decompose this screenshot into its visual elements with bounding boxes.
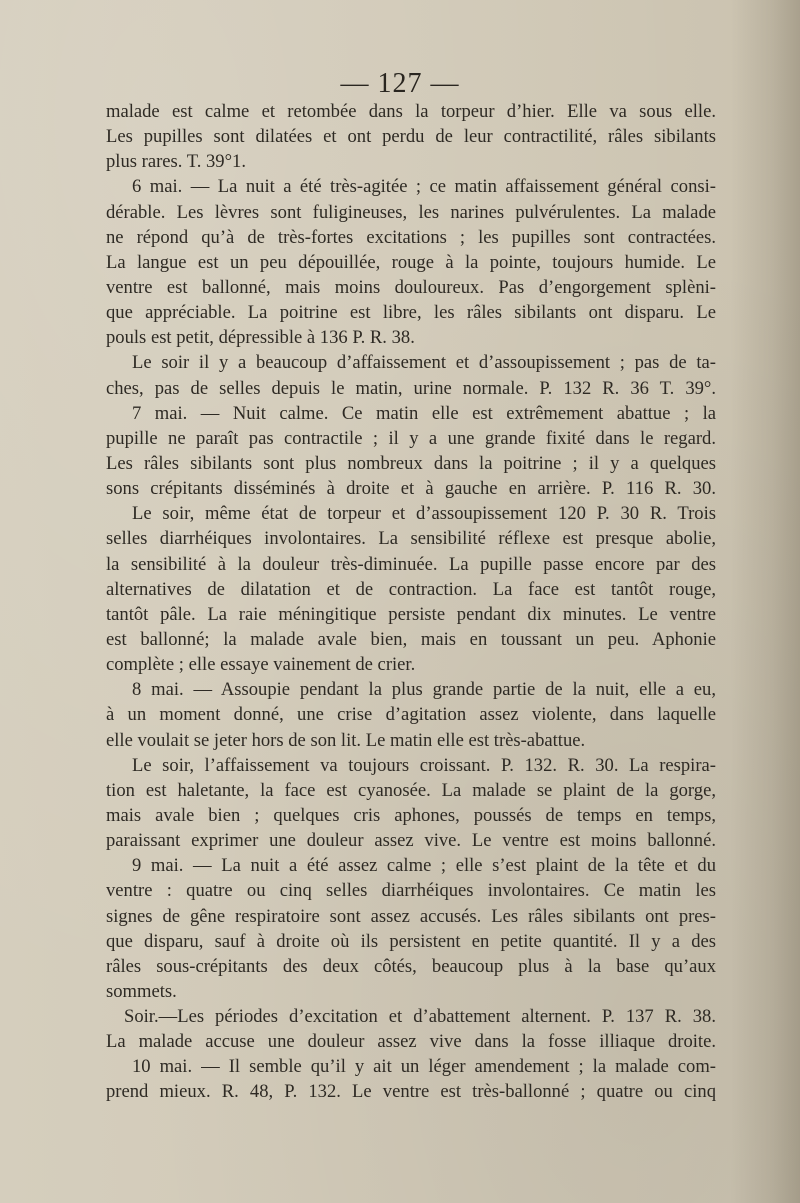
text-line: plus rares. T. 39°1.: [106, 151, 246, 173]
text-line: La malade accuse une douleur assez vive dans la fosse illiaque droite.: [106, 1031, 716, 1053]
text-line: que disparu, sauf à droite où ils persistent en petite quantité. Il y a des: [106, 930, 716, 952]
text-line: Le soir il y a beaucoup d’affaissement et d’assoupissement ; pas de ta-: [132, 352, 716, 374]
text-line: 9 mai. — La nuit a été assez calme ; elle s’est plaint de la tête et du: [132, 855, 716, 877]
text-line: mais avale bien ; quelques cris aphones, poussés de temps en temps,: [106, 804, 716, 826]
text-line: pouls est petit, dépressible à 136 P. R. 38.: [106, 327, 415, 349]
text-line: ventre est ballonné, mais moins douloureux. Pas d’engorgement splèni-: [106, 276, 716, 298]
body-text: [106, 99, 716, 1105]
text-line: ventre : quatre ou cinq selles diarrhéiques involontaires. Ce matin les: [106, 880, 716, 902]
text-line: est ballonné; la malade avale bien, mais en toussant un peu. Aphonie: [106, 628, 716, 650]
text-line: ne répond qu’à de très-fortes excitations ; les pupilles sont contractées.: [106, 226, 716, 248]
text-line: tion est haletante, la face est cyanosée. La malade se plaint de la gorge,: [106, 779, 716, 801]
text-line: alternatives de dilatation et de contraction. La face est tantôt rouge,: [106, 578, 716, 600]
page-edge-shadow: [730, 0, 800, 1203]
text-line: Le soir, même état de torpeur et d’assoupissement 120 P. 30 R. Trois: [132, 503, 716, 525]
text-line: complète ; elle essaye vainement de crier.: [106, 654, 416, 676]
text-line: La langue est un peu dépouillée, rouge à la pointe, toujours humide. Le: [106, 251, 716, 273]
text-line: tantôt pâle. La raie méningitique persiste pendant dix minutes. Le ventre: [106, 603, 716, 625]
text-line: à un moment donné, une crise d’agitation assez violente, dans laquelle: [106, 704, 716, 726]
text-line: ches, pas de selles depuis le matin, urine normale. P. 132 R. 36 T. 39°.: [106, 377, 716, 399]
text-line: pupille ne paraît pas contractile ; il y a une grande fixité dans le regard.: [106, 427, 716, 449]
text-line: signes de gêne respiratoire sont assez accusés. Les râles sibilants ont pres-: [106, 905, 716, 927]
text-line: Le soir, l’affaissement va toujours croissant. P. 132. R. 30. La respira-: [132, 754, 716, 776]
text-line: paraissant exprimer une douleur assez vive. Le ventre est moins ballonné.: [106, 830, 716, 852]
text-line: 6 mai. — La nuit a été très-agitée ; ce matin affaissement général consi-: [132, 176, 716, 198]
text-line: Soir.—Les périodes d’excitation et d’abattement alternent. P. 137 R. 38.: [124, 1006, 716, 1028]
text-line: que appréciable. La poitrine est libre, les râles sibilants ont disparu. Le: [106, 302, 716, 324]
text-line: 10 mai. — Il semble qu’il y ait un léger amendement ; la malade com-: [132, 1056, 716, 1078]
text-line: dérable. Les lèvres sont fuligineuses, les narines pulvérulentes. La malade: [106, 201, 716, 223]
text-line: sons crépitants disséminés à droite et à gauche en arrière. P. 116 R. 30.: [106, 478, 716, 500]
text-line: râles sous-crépitants des deux côtés, beaucoup plus à la base qu’aux: [106, 955, 716, 977]
text-line: 7 mai. — Nuit calme. Ce matin elle est extrêmement abattue ; la: [132, 402, 716, 424]
text-line: elle voulait se jeter hors de son lit. Le matin elle est très-abattue.: [106, 729, 586, 751]
text-line: la sensibilité à la douleur très-diminuée. La pupille passe encore par des: [106, 553, 716, 575]
text-line: sommets.: [106, 980, 177, 1002]
page-number: — 127 —: [340, 68, 460, 99]
text-line: selles diarrhéiques involontaires. La sensibilité réflexe est presque abolie,: [106, 528, 716, 550]
text-line: 8 mai. — Assoupie pendant la plus grande partie de la nuit, elle a eu,: [132, 679, 716, 701]
text-line: malade est calme et retombée dans la torpeur d’hier. Elle va sous elle.: [106, 101, 716, 122]
text-line: prend mieux. R. 48, P. 132. Le ventre est très-ballonné ; quatre ou cinq: [106, 1081, 716, 1103]
text-line: Les pupilles sont dilatées et ont perdu de leur contractilité, râles sibilants: [106, 126, 716, 148]
text-line: Les râles sibilants sont plus nombreux dans la poitrine ; il y a quelques: [106, 452, 716, 474]
